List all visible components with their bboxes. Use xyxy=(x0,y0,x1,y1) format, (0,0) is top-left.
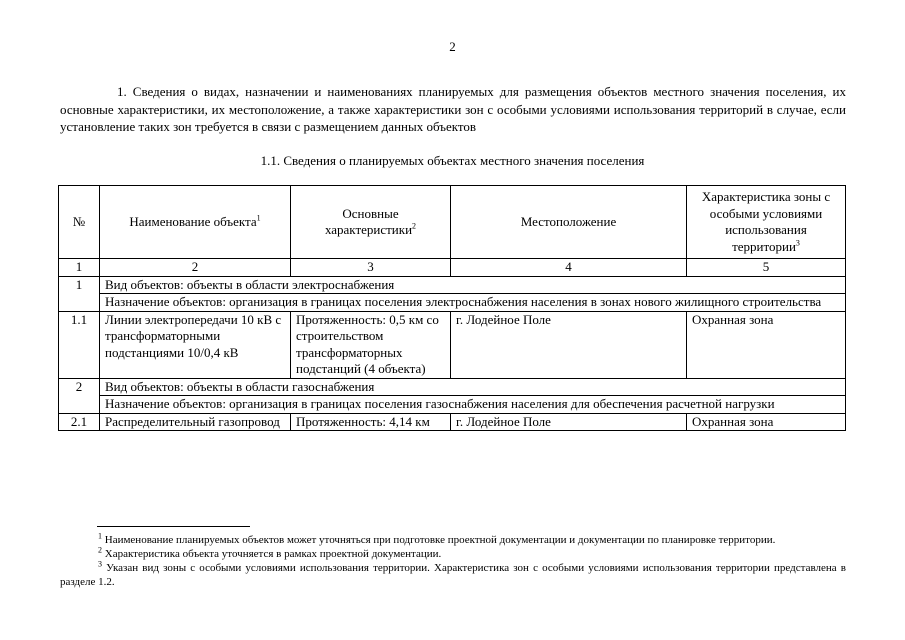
column-number-row xyxy=(59,259,846,277)
group-purpose: Назначение объектов: организация в границах поселения электроснабжения населения в зонах нового жилищного строительства xyxy=(100,294,846,312)
row-number: 2.1 xyxy=(59,413,100,431)
footnote-mark: 1 xyxy=(98,531,102,541)
footnote-separator xyxy=(97,526,250,527)
header-location: Местоположение xyxy=(451,186,687,259)
footnote-1 xyxy=(60,533,846,547)
objects-table xyxy=(58,185,846,431)
header-characteristics xyxy=(291,186,451,259)
column-number: 2 xyxy=(100,259,291,277)
group-purpose-row xyxy=(59,294,846,312)
footnote-text: Характеристика объекта уточняется в рамках проектной документации. xyxy=(104,548,442,560)
object-zone: Охранная зона xyxy=(687,311,846,378)
page-number: 2 xyxy=(449,39,456,54)
intro-paragraph: 1. Сведения о видах, назначении и наименованиях планируемых для размещения объектов местного значения поселения, их основные характеристики, их местоположение, а также характеристики зон с особыми условиями использования территорий в случае, если установление таких зон требуется в связи с размещением данных объектов xyxy=(60,84,846,134)
column-number: 4 xyxy=(451,259,687,277)
column-number: 5 xyxy=(687,259,846,277)
group-number: 2 xyxy=(59,378,100,413)
row-number: 1.1 xyxy=(59,311,100,378)
object-characteristics: Протяженность: 4,14 км xyxy=(291,413,451,431)
header-num: № xyxy=(59,186,100,259)
header-zone xyxy=(687,186,846,259)
group-purpose: Назначение объектов: организация в границах поселения газоснабжения населения для обеспечения расчетной нагрузки xyxy=(100,396,846,414)
footnote-mark: 3 xyxy=(98,559,102,569)
group-kind: Вид объектов: объекты в области электроснабжения xyxy=(100,276,846,294)
header-row xyxy=(59,186,846,259)
footnote-ref-2: 2 xyxy=(412,221,417,231)
footnote-2 xyxy=(60,547,846,561)
column-number: 3 xyxy=(291,259,451,277)
footnote-ref-1: 1 xyxy=(256,213,261,223)
header-characteristics-text: Основные характеристики xyxy=(324,205,413,237)
header-name xyxy=(100,186,291,259)
object-characteristics: Протяженность: 0,5 км со строительством трансформаторных подстанций (4 объекта) xyxy=(291,311,451,378)
table-title: 1.1. Сведения о планируемых объектах местного значения поселения xyxy=(260,153,645,168)
group-number: 1 xyxy=(59,276,100,311)
footnote-mark: 2 xyxy=(98,545,102,555)
footnote-text: Наименование планируемых объектов может уточняться при подготовке проектной документации и документации по планировке территории. xyxy=(104,534,776,546)
object-name: Распределительный газопровод xyxy=(100,413,291,431)
table-row xyxy=(59,413,846,431)
header-name-text: Наименование объекта xyxy=(129,213,257,229)
column-number: 1 xyxy=(59,259,100,277)
footnote-text: Указан вид зоны с особыми условиями использования территории. Характеристика зон с особыми условиями использования территории представлена в разделе 1.2. xyxy=(60,562,846,588)
header-zone-text: Характеристика зоны с особыми условиями использования территории xyxy=(701,189,831,254)
group-kind: Вид объектов: объекты в области газоснабжения xyxy=(100,378,846,396)
object-name: Линии электропередачи 10 кВ с трансформаторными подстанциями 10/0,4 кВ xyxy=(100,311,291,378)
footnotes xyxy=(60,533,846,589)
object-location: г. Лодейное Поле xyxy=(451,311,687,378)
object-location: г. Лодейное Поле xyxy=(451,413,687,431)
table-row xyxy=(59,311,846,378)
object-zone: Охранная зона xyxy=(687,413,846,431)
group-kind-row xyxy=(59,276,846,294)
group-kind-row xyxy=(59,378,846,396)
group-purpose-row xyxy=(59,396,846,414)
footnote-3 xyxy=(60,561,846,589)
footnote-ref-3: 3 xyxy=(795,238,800,248)
